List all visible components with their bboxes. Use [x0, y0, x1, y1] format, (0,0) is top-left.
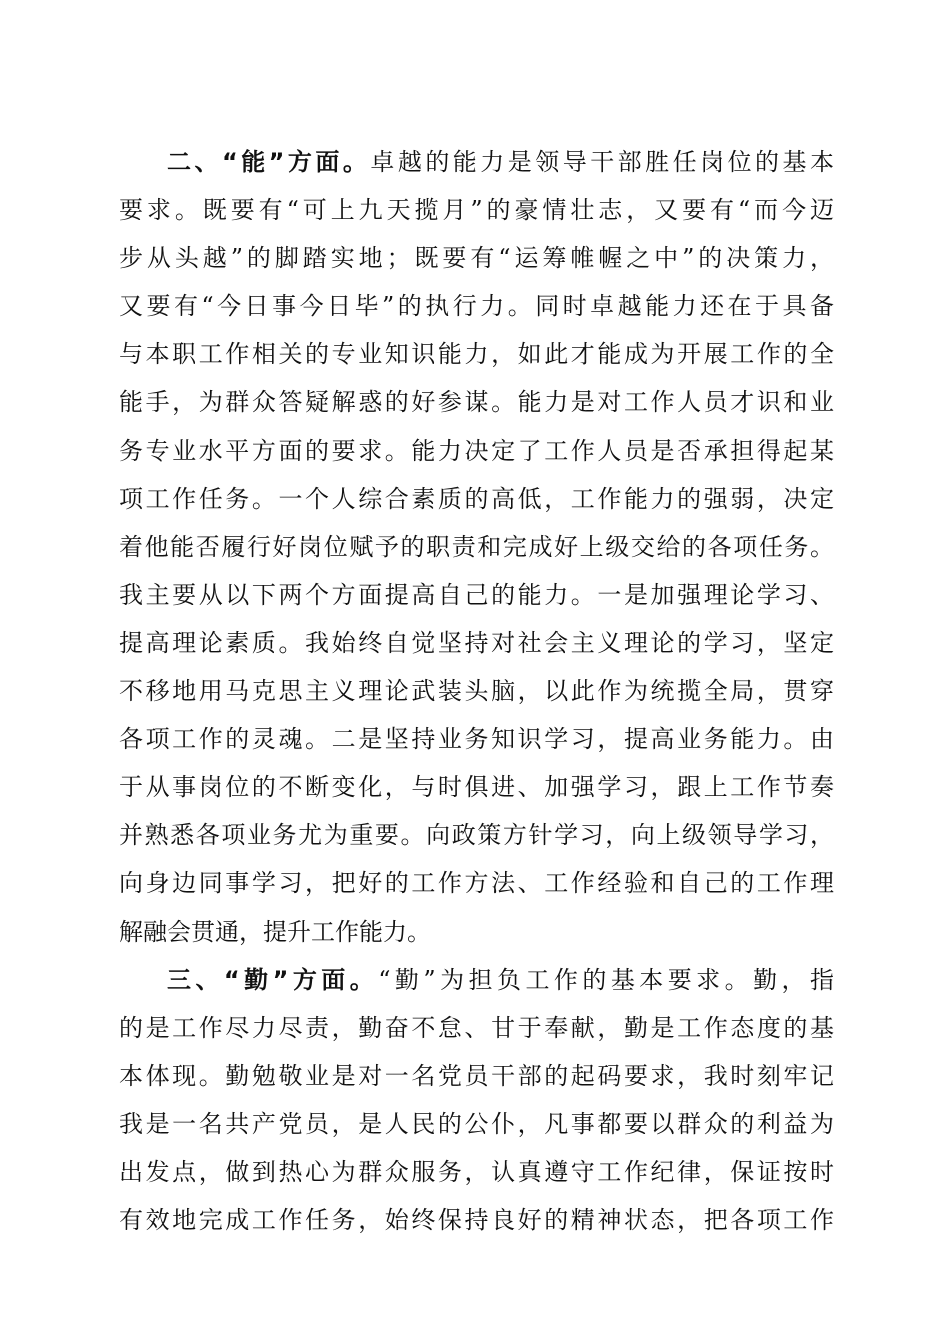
paragraph-1-line: 要求。既要有“可上九天揽月”的豪情壮志，又要有“而今迈: [119, 196, 834, 225]
paragraph-1-line: 于从事岗位的不断变化，与时俱进、加强学习，跟上工作节奏: [119, 773, 834, 802]
paragraph-2-line: 有效地完成工作任务，始终保持良好的精神状态，把各项工作: [119, 1206, 834, 1235]
paragraph-1-text: 卓越的能力是领导干部胜任岗位的基本: [370, 148, 835, 176]
paragraph-2-heading: 三、“勤”方面。: [167, 965, 379, 994]
paragraph-1-line-1: [119, 138, 834, 186]
paragraph-1-line: 并熟悉各项业务尤为重要。向政策方针学习，向上级领导学习，: [119, 821, 834, 850]
paragraph-1-line: 能手，为群众答疑解惑的好参谋。能力是对工作人员才识和业: [119, 388, 834, 417]
paragraph-1-line: 与本职工作相关的专业知识能力，如此才能成为开展工作的全: [119, 340, 834, 369]
paragraph-2-line-1: [119, 956, 834, 1004]
paragraph-1-line: 我主要从以下两个方面提高自己的能力。一是加强理论学习、: [119, 580, 834, 609]
paragraph-1-line: 又要有“今日事今日毕”的执行力。同时卓越能力还在于具备: [119, 292, 834, 321]
paragraph-2-line: 出发点，做到热心为群众服务，认真遵守工作纪律，保证按时: [119, 1157, 834, 1186]
paragraph-1-line: 项工作任务。一个人综合素质的高低，工作能力的强弱，决定: [119, 484, 834, 513]
paragraph-2-line: 本体现。勤勉敬业是对一名党员干部的起码要求，我时刻牢记: [119, 1061, 834, 1090]
paragraph-1-line: 提高理论素质。我始终自觉坚持对社会主义理论的学习，坚定: [119, 628, 834, 657]
paragraph-2-line: 的是工作尽力尽责，勤奋不怠、甘于奉献，勤是工作态度的基: [119, 1013, 834, 1042]
paragraph-2-text: “勤”为担负工作的基本要求。勤，指: [378, 965, 834, 994]
paragraph-1-line: 各项工作的灵魂。二是坚持业务知识学习，提高业务能力。由: [119, 725, 834, 754]
paragraph-1-line: 着他能否履行好岗位赋予的职责和完成好上级交给的各项任务。: [119, 532, 834, 561]
document-body: [119, 138, 834, 1244]
paragraph-1-line: 不移地用马克思主义理论武装头脑，以此作为统揽全局，贯穿: [119, 677, 834, 706]
paragraph-1-line: 向身边同事学习，把好的工作方法、工作经验和自己的工作理: [119, 869, 834, 898]
paragraph-1-line: 步从头越”的脚踏实地；既要有“运筹帷幄之中”的决策力，: [119, 244, 834, 273]
paragraph-1-line: 解融会贯通，提升工作能力。: [119, 917, 431, 946]
paragraph-1-line: 务专业水平方面的要求。能力决定了工作人员是否承担得起某: [119, 436, 834, 465]
paragraph-1-heading: 二、“能”方面。: [167, 148, 371, 176]
paragraph-2-line: 我是一名共产党员，是人民的公仆，凡事都要以群众的利益为: [119, 1109, 834, 1138]
